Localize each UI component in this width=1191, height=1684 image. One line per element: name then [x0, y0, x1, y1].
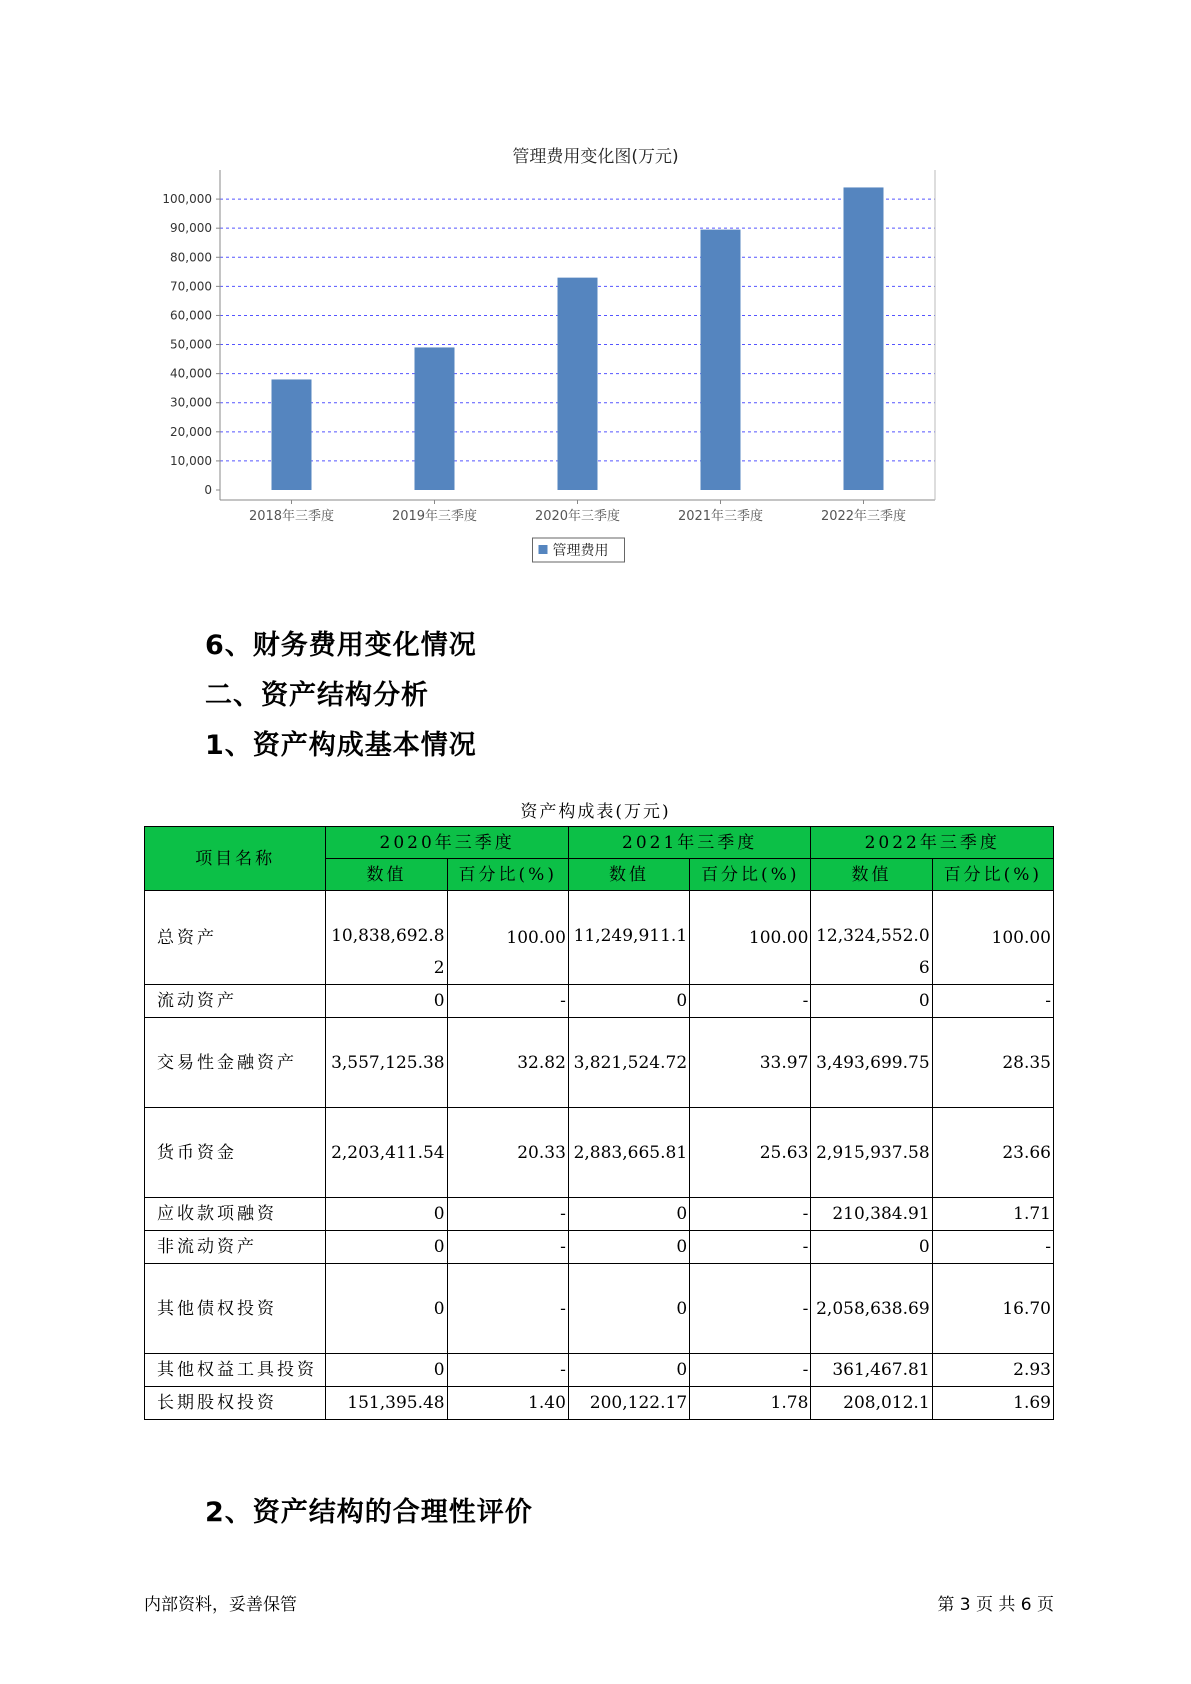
- percent-cell: -: [932, 985, 1053, 1018]
- percent-cell: -: [690, 1231, 811, 1264]
- value-cell: 0: [811, 985, 932, 1018]
- value-cell: 10,838,692.82: [326, 891, 447, 985]
- value-cell: 0: [811, 1231, 932, 1264]
- legend-label: 管理费用: [552, 543, 609, 559]
- footer-confidential: 内部资料，妥善保管: [144, 1595, 297, 1615]
- table-row: [145, 1018, 1054, 1108]
- percent-cell: 33.97: [690, 1018, 811, 1108]
- chart-title: 管理费用变化图(万元): [512, 147, 679, 167]
- x-tick-label: 2022年三季度: [820, 509, 907, 524]
- value-cell: 0: [326, 985, 447, 1018]
- y-tick-label: 100,000: [162, 192, 212, 207]
- header-period-2022: 2022年三季度: [811, 827, 1054, 859]
- y-tick-label: 90,000: [170, 221, 212, 236]
- percent-cell: 25.63: [690, 1108, 811, 1198]
- y-tick-label: 30,000: [170, 395, 212, 410]
- value-cell: 3,821,524.72: [568, 1018, 689, 1108]
- percent-cell: -: [690, 985, 811, 1018]
- row-label: 货币资金: [145, 1108, 326, 1198]
- table-row: [145, 1231, 1054, 1264]
- percent-cell: 20.33: [447, 1108, 568, 1198]
- percent-cell: -: [690, 1264, 811, 1354]
- percent-cell: 28.35: [932, 1018, 1053, 1108]
- value-cell: 0: [326, 1354, 447, 1387]
- percent-cell: 1.78: [690, 1387, 811, 1420]
- bar: [558, 278, 598, 490]
- x-tick-label: 2019年三季度: [391, 509, 478, 524]
- table-title: 资产构成表(万元): [520, 802, 671, 822]
- percent-cell: -: [447, 1198, 568, 1231]
- table-row: [145, 1354, 1054, 1387]
- value-cell: 210,384.91: [811, 1198, 932, 1231]
- bar: [844, 187, 884, 490]
- value-cell: 12,324,552.06: [811, 891, 932, 985]
- value-cell: 0: [568, 985, 689, 1018]
- y-tick-label: 0: [204, 483, 212, 497]
- percent-cell: 1.69: [932, 1387, 1053, 1420]
- y-tick-label: 40,000: [170, 366, 212, 381]
- percent-cell: -: [932, 1231, 1053, 1264]
- footer-page-number: 第 3 页 共 6 页: [937, 1595, 1054, 1615]
- bar-chart: [150, 170, 1030, 590]
- header-percent: 百分比(%): [447, 859, 568, 891]
- table-row: [145, 1264, 1054, 1354]
- header-period-2020: 2020年三季度: [326, 827, 569, 859]
- row-label: 其他债权投资: [145, 1264, 326, 1354]
- value-cell: 0: [568, 1198, 689, 1231]
- header-percent: 百分比(%): [932, 859, 1053, 891]
- header-period-2021: 2021年三季度: [568, 827, 811, 859]
- heading-finance-expense: 6、财务费用变化情况: [205, 630, 477, 661]
- header-value: 数值: [326, 859, 447, 891]
- percent-cell: 16.70: [932, 1264, 1053, 1354]
- header-value: 数值: [568, 859, 689, 891]
- value-cell: 3,557,125.38: [326, 1018, 447, 1108]
- row-label: 非流动资产: [145, 1231, 326, 1264]
- value-cell: 0: [326, 1198, 447, 1231]
- value-cell: 2,883,665.81: [568, 1108, 689, 1198]
- header-value: 数值: [811, 859, 932, 891]
- asset-composition-table: [144, 826, 1054, 1420]
- percent-cell: 23.66: [932, 1108, 1053, 1198]
- percent-cell: 32.82: [447, 1018, 568, 1108]
- percent-cell: -: [690, 1198, 811, 1231]
- table-row: [145, 891, 1054, 985]
- percent-cell: 100.00: [690, 891, 811, 985]
- value-cell: 151,395.48: [326, 1387, 447, 1420]
- y-tick-label: 10,000: [170, 453, 212, 468]
- value-cell: 0: [326, 1231, 447, 1264]
- row-label: 总资产: [145, 891, 326, 985]
- percent-cell: 100.00: [932, 891, 1053, 985]
- value-cell: 2,058,638.69: [811, 1264, 932, 1354]
- value-cell: 11,249,911.1: [568, 891, 689, 985]
- value-cell: 0: [568, 1354, 689, 1387]
- y-tick-label: 70,000: [170, 279, 212, 294]
- value-cell: 0: [326, 1264, 447, 1354]
- heading-asset-structure: 二、资产结构分析: [205, 680, 429, 711]
- percent-cell: -: [447, 1231, 568, 1264]
- table-row: [145, 1387, 1054, 1420]
- table-row: [145, 985, 1054, 1018]
- percent-cell: -: [690, 1354, 811, 1387]
- x-tick-label: 2021年三季度: [677, 509, 764, 524]
- header-percent: 百分比(%): [690, 859, 811, 891]
- y-tick-label: 60,000: [170, 308, 212, 323]
- value-cell: 2,203,411.54: [326, 1108, 447, 1198]
- value-cell: 208,012.1: [811, 1387, 932, 1420]
- heading-asset-composition: 1、资产构成基本情况: [205, 730, 477, 761]
- y-tick-label: 80,000: [170, 250, 212, 265]
- value-cell: 0: [568, 1264, 689, 1354]
- y-tick-label: 50,000: [170, 337, 212, 352]
- value-cell: 200,122.17: [568, 1387, 689, 1420]
- row-label: 应收款项融资: [145, 1198, 326, 1231]
- value-cell: 361,467.81: [811, 1354, 932, 1387]
- percent-cell: -: [447, 1264, 568, 1354]
- row-label: 其他权益工具投资: [145, 1354, 326, 1387]
- percent-cell: -: [447, 1354, 568, 1387]
- percent-cell: 2.93: [932, 1354, 1053, 1387]
- percent-cell: 1.40: [447, 1387, 568, 1420]
- header-item-name: 项目名称: [145, 827, 326, 891]
- row-label: 交易性金融资产: [145, 1018, 326, 1108]
- row-label: 流动资产: [145, 985, 326, 1018]
- row-label: 长期股权投资: [145, 1387, 326, 1420]
- x-tick-label: 2020年三季度: [534, 509, 621, 524]
- x-tick-label: 2018年三季度: [248, 509, 335, 524]
- percent-cell: 1.71: [932, 1198, 1053, 1231]
- bar: [272, 379, 312, 490]
- value-cell: 2,915,937.58: [811, 1108, 932, 1198]
- value-cell: 0: [568, 1231, 689, 1264]
- legend-swatch: [539, 545, 548, 554]
- heading-structure-evaluation: 2、资产结构的合理性评价: [205, 1497, 533, 1528]
- table-row: [145, 1108, 1054, 1198]
- bar: [701, 230, 741, 490]
- table-row: [145, 1198, 1054, 1231]
- percent-cell: -: [447, 985, 568, 1018]
- bar: [415, 347, 455, 490]
- value-cell: 3,493,699.75: [811, 1018, 932, 1108]
- percent-cell: 100.00: [447, 891, 568, 985]
- y-tick-label: 20,000: [170, 424, 212, 439]
